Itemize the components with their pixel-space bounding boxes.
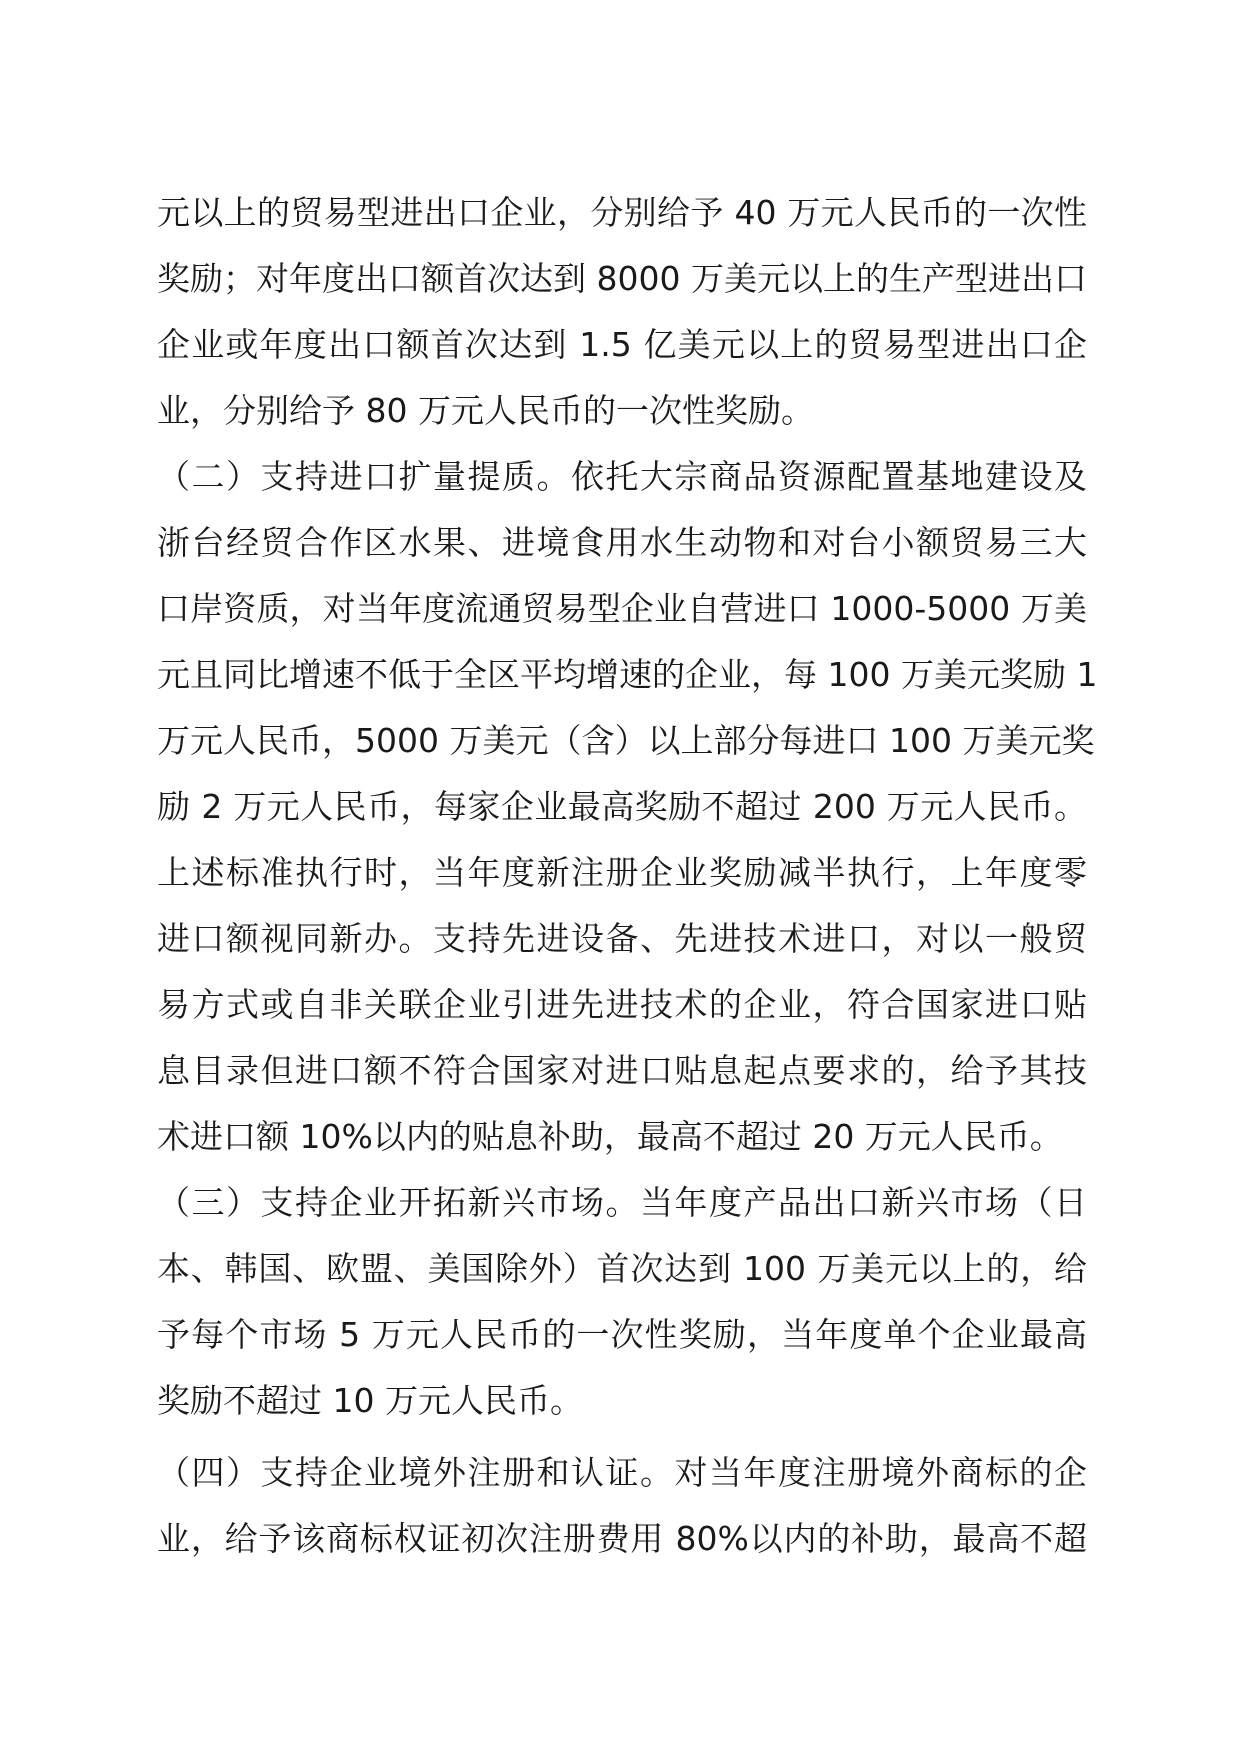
text-line: 易方式或自非关联企业引进先进技术的企业，符合国家进口贴 — [157, 985, 1087, 1024]
text-line: 奖励不超过 10 万元人民币。 — [157, 1381, 583, 1420]
text-line: 口岸资质，对当年度流通贸易型企业自营进口 1000-5000 万美 — [157, 589, 1087, 628]
text-line: 励 2 万元人民币，每家企业最高奖励不超过 200 万元人民币。 — [157, 787, 1087, 826]
paragraph-import-support — [157, 444, 1098, 1170]
text-line: 上述标准执行时，当年度新注册企业奖励减半执行，上年度零 — [157, 853, 1087, 892]
text-line: 万元人民币，5000 万美元（含）以上部分每进口 100 万美元奖 — [157, 721, 1095, 760]
text-line: 业，给予该商标权证初次注册费用 80%以内的补助，最高不超 — [157, 1519, 1087, 1558]
text-line: 浙台经贸合作区水果、进境食用水生动物和对台小额贸易三大 — [157, 523, 1087, 562]
text-line: 予每个市场 5 万元人民币的一次性奖励，当年度单个企业最高 — [157, 1315, 1087, 1354]
paragraph-export-awards — [157, 180, 1087, 444]
text-line: 术进口额 10%以内的贴息补助，最高不超过 20 万元人民币。 — [157, 1117, 1063, 1156]
text-line: 业，分别给予 80 万元人民币的一次性奖励。 — [157, 391, 814, 430]
text-line: 进口额视同新办。支持先进设备、先进技术进口，对以一般贸 — [157, 919, 1087, 958]
text-line: 奖励；对年度出口额首次达到 8000 万美元以上的生产型进出口 — [157, 259, 1087, 298]
text-line: （三）支持企业开拓新兴市场。当年度产品出口新兴市场（日 — [157, 1183, 1087, 1222]
text-line: （四）支持企业境外注册和认证。对当年度注册境外商标的企 — [157, 1453, 1087, 1492]
text-line: 企业或年度出口额首次达到 1.5 亿美元以上的贸易型进出口企 — [157, 325, 1087, 364]
text-line: 息目录但进口额不符合国家对进口贴息起点要求的，给予其技 — [157, 1051, 1087, 1090]
text-line: 本、韩国、欧盟、美国除外）首次达到 100 万美元以上的，给 — [157, 1249, 1087, 1288]
text-line: 元以上的贸易型进出口企业，分别给予 40 万元人民币的一次性 — [157, 193, 1087, 232]
text-line: （二）支持进口扩量提质。依托大宗商品资源配置基地建设及 — [157, 457, 1087, 496]
paragraph-emerging-markets — [157, 1170, 1087, 1434]
text-line: 元且同比增速不低于全区平均增速的企业，每 100 万美元奖励 1 — [157, 655, 1098, 694]
body-text — [157, 180, 1098, 1572]
paragraph-overseas-registration — [157, 1440, 1087, 1572]
